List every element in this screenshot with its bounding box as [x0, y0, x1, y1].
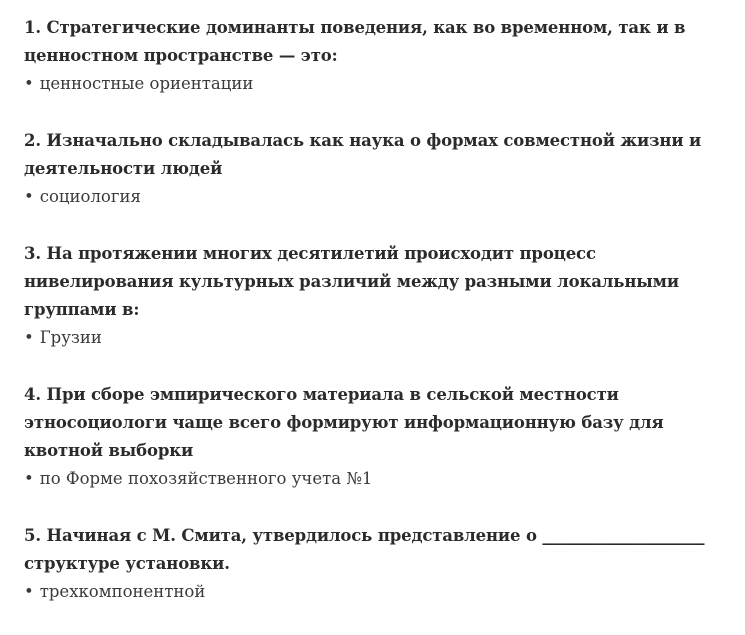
quiz-item-2 [24, 127, 724, 211]
answer-4 [24, 465, 724, 493]
question-1: 1. Стратегические доминанты поведения, как во временном, так и в ценностном пространстве — это: [24, 18, 686, 65]
question-3: 3. На протяжении многих десятилетий происходит процесс нивелирования культурных различий между разными локальными группами в: [24, 244, 679, 319]
bullet-icon: • [24, 469, 34, 488]
answer-3-text: Грузии [39, 328, 102, 347]
bullet-icon: • [24, 582, 34, 601]
answer-2 [24, 183, 724, 211]
answer-1-text: ценностные ориентации [39, 74, 254, 93]
bullet-icon: • [24, 74, 34, 93]
answer-3 [24, 324, 724, 352]
answer-5 [24, 578, 724, 606]
question-2: 2. Изначально складывалась как наука о формах совместной жизни и деятельности людей [24, 131, 702, 178]
answer-1 [24, 70, 724, 98]
question-5: 5. Начиная с М. Смита, утвердилось представление о ____________________ структуре установки. [24, 526, 705, 573]
answer-2-text: социология [39, 187, 141, 206]
quiz-item-1 [24, 14, 724, 98]
answer-4-text: по Форме похозяйственного учета №1 [39, 469, 373, 488]
bullet-icon: • [24, 187, 34, 206]
quiz-item-4 [24, 381, 724, 493]
quiz-item-5 [24, 522, 724, 606]
quiz-item-3 [24, 240, 724, 352]
quiz-list [24, 14, 724, 635]
question-4: 4. При сборе эмпирического материала в сельской местности этносоциологи чаще всего формируют информационную базу для квотной выборки [24, 385, 664, 460]
answer-5-text: трехкомпонентной [39, 582, 206, 601]
bullet-icon: • [24, 328, 34, 347]
